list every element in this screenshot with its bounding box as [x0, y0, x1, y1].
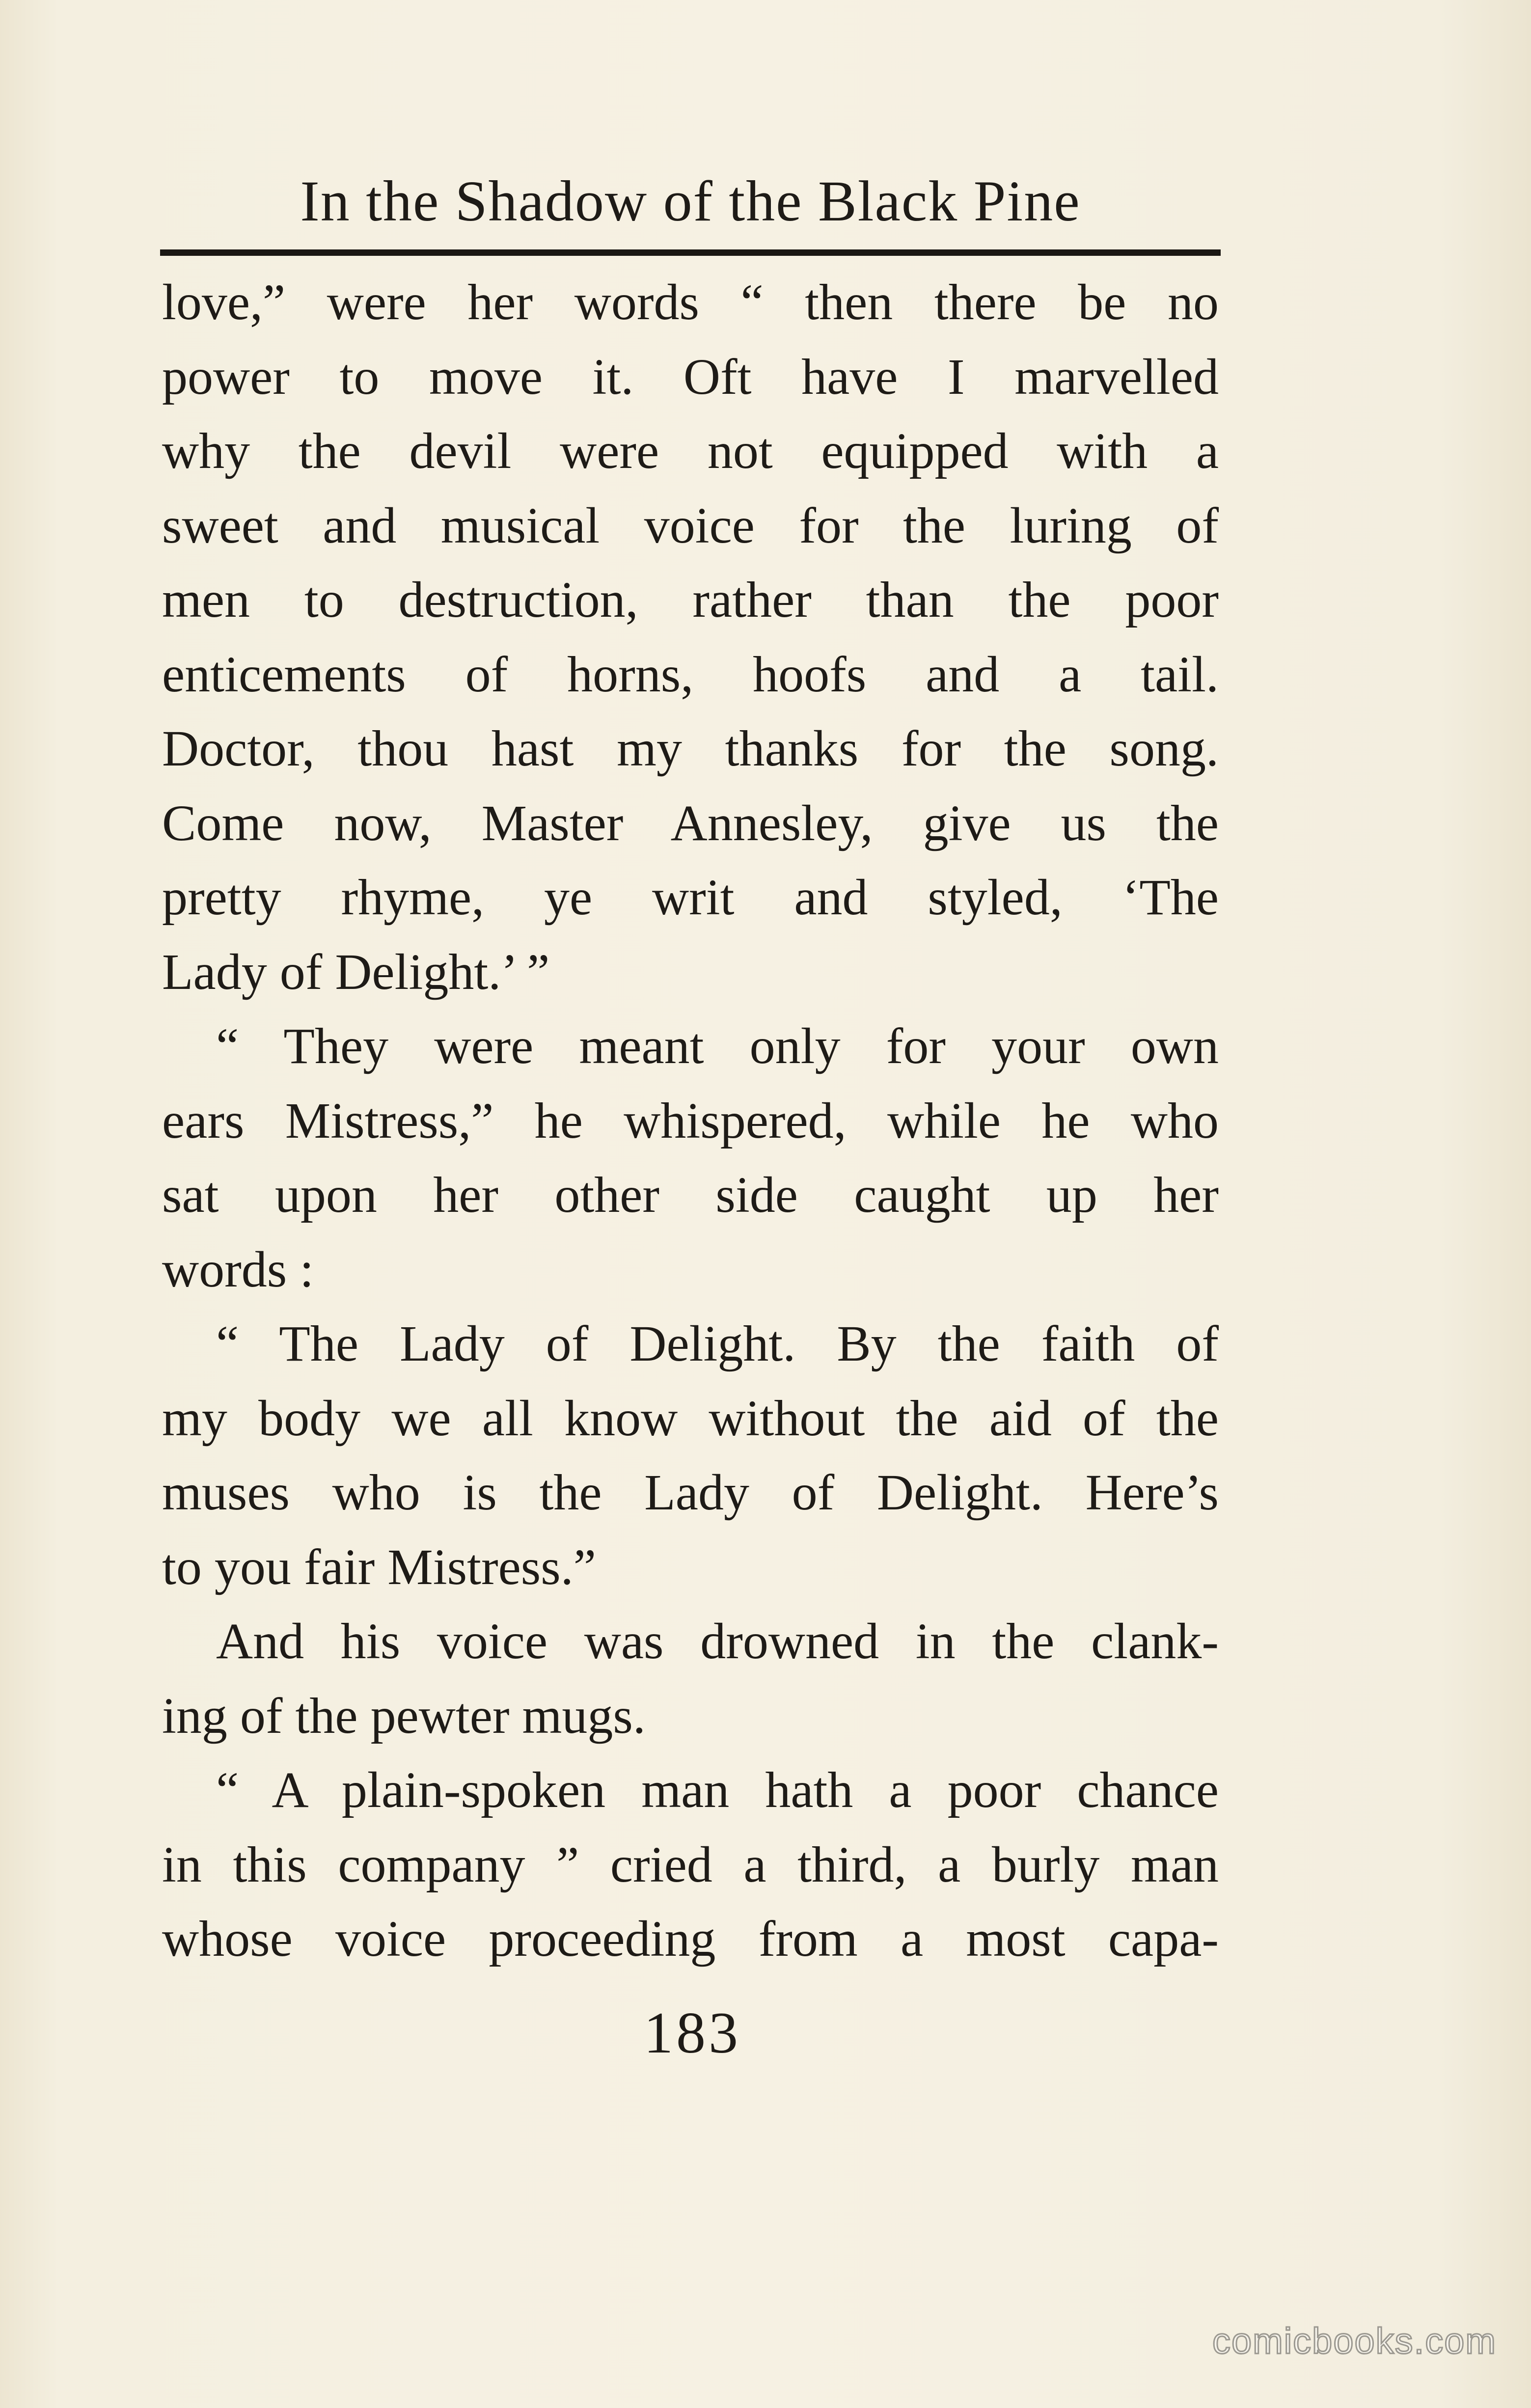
text-line: men to destruction, rather than the poor [162, 572, 1219, 628]
text-line: to you fair Mistress.” [162, 1538, 596, 1595]
text-line: whose voice proceeding from a most capa- [162, 1911, 1219, 1967]
header-rule [160, 249, 1221, 256]
text-line: sat upon her other side caught up her [162, 1167, 1219, 1223]
running-head: In the Shadow of the Black Pine [300, 169, 1081, 233]
page-number: 183 [644, 2000, 741, 2065]
watermark: comicbooks.com [1212, 2321, 1497, 2361]
text-line: my body we all know without the aid of the [162, 1390, 1219, 1447]
text-line: enticements of horns, hoofs and a tail. [162, 646, 1219, 703]
text-line: ing of the pewter mugs. [162, 1687, 646, 1744]
text-line: Lady of Delight.’ ” [162, 943, 550, 1000]
text-line: sweet and musical voice for the luring of [162, 497, 1219, 554]
text-line: “ They were meant only for your own [216, 1018, 1219, 1074]
body-text [162, 265, 1219, 1976]
text-line: “ The Lady of Delight. By the faith of [216, 1315, 1219, 1372]
text-line: And his voice was drowned in the clank- [216, 1613, 1219, 1669]
text-line: pretty rhyme, ye writ and styled, ‘The [162, 869, 1219, 926]
text-line: “ A plain-spoken man hath a poor chance [216, 1762, 1219, 1818]
text-line: muses who is the Lady of Delight. Here’s [162, 1464, 1219, 1521]
text-line: words : [162, 1241, 314, 1298]
text-line: Doctor, thou hast my thanks for the song. [162, 720, 1219, 777]
text-line: Come now, Master Annesley, give us the [162, 794, 1219, 851]
text-line: ears Mistress,” he whispered, while he who [162, 1092, 1219, 1149]
text-line: love,” were her words “ then there be no [162, 274, 1219, 330]
text-line: in this company ” cried a third, a burly man [162, 1836, 1219, 1893]
text-line: power to move it. Oft have I marvelled [162, 348, 1219, 405]
text-line: why the devil were not equipped with a [162, 423, 1219, 479]
